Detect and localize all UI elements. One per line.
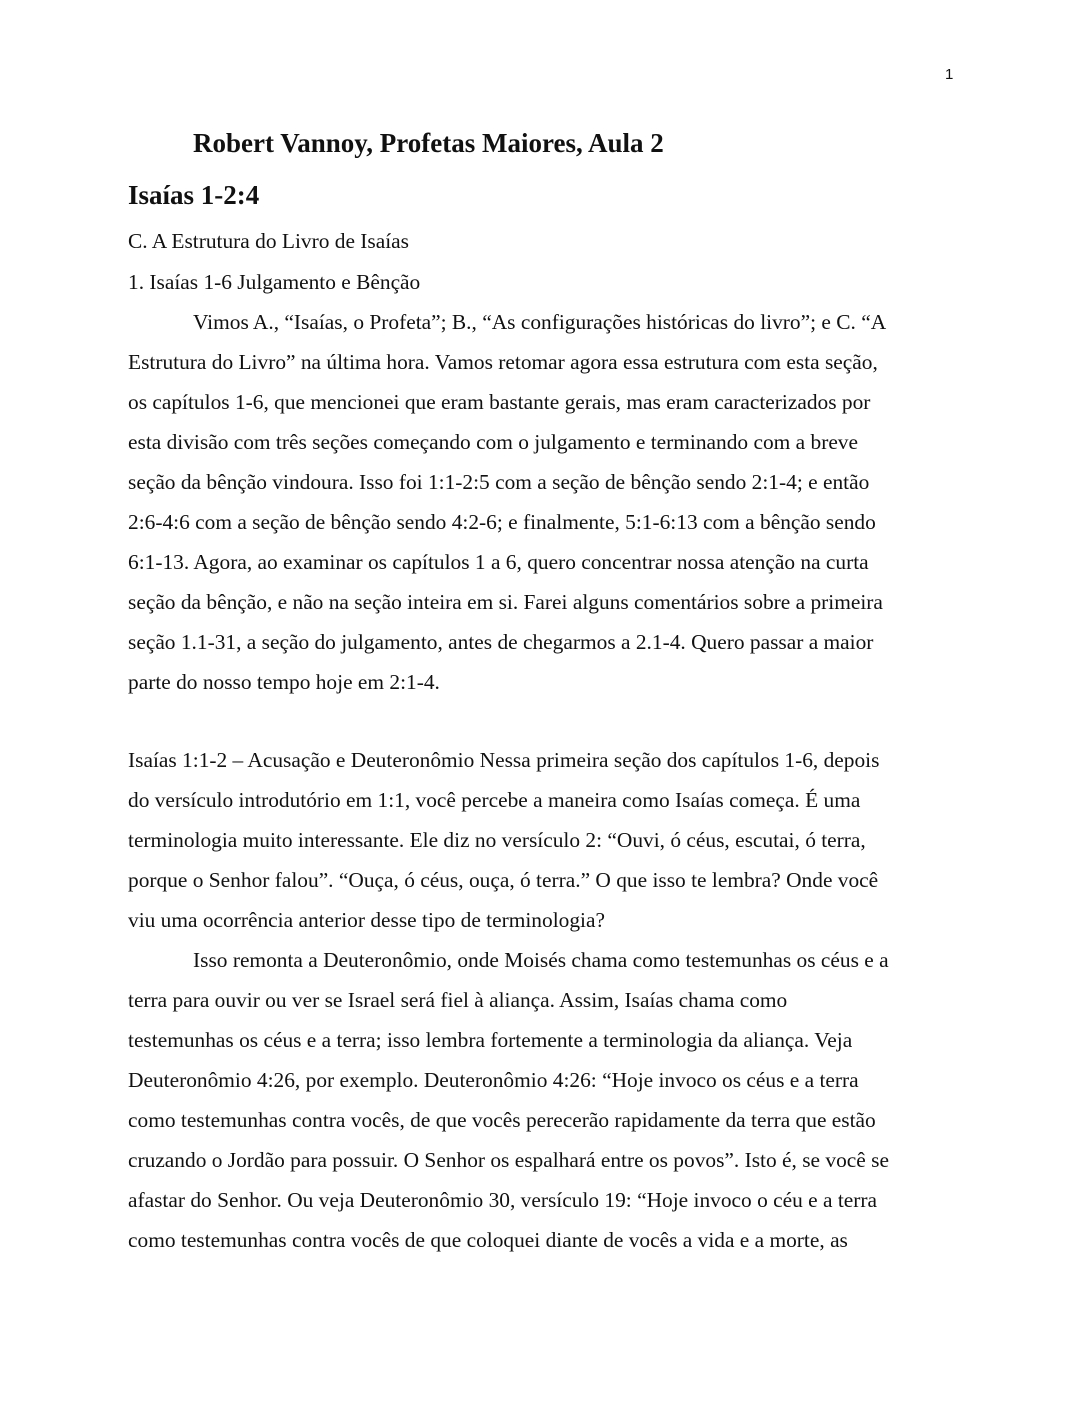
paragraph-line: terra para ouvir ou ver se Israel será fiel à aliança. Assim, Isaías chama como (128, 988, 788, 1012)
paragraph-line: 2:6-4:6 com a seção de bênção sendo 4:2-6; e finalmente, 5:1-6:13 com a bênção sendo (128, 510, 876, 534)
paragraph-line: Deuteronômio 4:26, por exemplo. Deuteronômio 4:26: “Hoje invoco os céus e a terra (128, 1068, 859, 1092)
paragraph-line: Vimos A., “Isaías, o Profeta”; B., “As configurações históricas do livro”; e C. “A (193, 310, 887, 334)
page-number: 1 (945, 66, 954, 83)
document-subtitle: Isaías 1-2:4 (128, 180, 260, 210)
paragraph-line: cruzando o Jordão para possuir. O Senhor os espalhará entre os povos”. Isto é, se você se (128, 1148, 889, 1172)
paragraph-line: seção 1.1-31, a seção do julgamento, antes de chegarmos a 2.1-4. Quero passar a maior (128, 630, 874, 654)
paragraph-line: porque o Senhor falou”. “Ouça, ó céus, ouça, ó terra.” O que isso te lembra? Onde você (128, 868, 879, 892)
paragraph-line: testemunhas os céus e a terra; isso lembra fortemente a terminologia da aliança. Veja (128, 1028, 853, 1052)
paragraph-line: 6:1-13. Agora, ao examinar os capítulos 1 a 6, quero concentrar nossa atenção na curta (128, 550, 869, 574)
paragraph-line: terminologia muito interessante. Ele diz no versículo 2: “Ouvi, ó céus, escutai, ó terra, (128, 828, 866, 852)
paragraph-line: parte do nosso tempo hoje em 2:1-4. (128, 670, 440, 694)
paragraph-line: seção da bênção vindoura. Isso foi 1:1-2:5 com a seção de bênção sendo 2:1-4; e então (128, 470, 870, 494)
document-title: Robert Vannoy, Profetas Maiores, Aula 2 (193, 128, 664, 158)
paragraph-line: os capítulos 1-6, que mencionei que eram bastante gerais, mas eram caracterizados por (128, 390, 871, 414)
paragraph-line: viu uma ocorrência anterior desse tipo de terminologia? (128, 908, 605, 932)
paragraph-line: Isaías 1:1-2 – Acusação e Deuteronômio Nessa primeira seção dos capítulos 1-6, depois (128, 748, 880, 772)
section-heading: C. A Estrutura do Livro de Isaías (128, 229, 410, 253)
subsection-heading: 1. Isaías 1-6 Julgamento e Bênção (128, 270, 421, 294)
paragraph-line: do versículo introdutório em 1:1, você percebe a maneira como Isaías começa. É uma (128, 788, 861, 812)
paragraph-line: afastar do Senhor. Ou veja Deuteronômio 30, versículo 19: “Hoje invoco o céu e a terra (128, 1188, 878, 1212)
paragraph-line: Isso remonta a Deuteronômio, onde Moisés chama como testemunhas os céus e a (193, 948, 889, 972)
paragraph-line: como testemunhas contra vocês de que coloquei diante de vocês a vida e a morte, as (128, 1228, 848, 1252)
paragraph-line: seção da bênção, e não na seção inteira em si. Farei alguns comentários sobre a primeira (128, 590, 883, 614)
paragraph-line: como testemunhas contra vocês, de que vocês perecerão rapidamente da terra que estão (128, 1108, 876, 1132)
paragraph-line: esta divisão com três seções começando com o julgamento e terminando com a breve (128, 430, 858, 454)
paragraph-line: Estrutura do Livro” na última hora. Vamos retomar agora essa estrutura com esta seção, (128, 350, 878, 374)
